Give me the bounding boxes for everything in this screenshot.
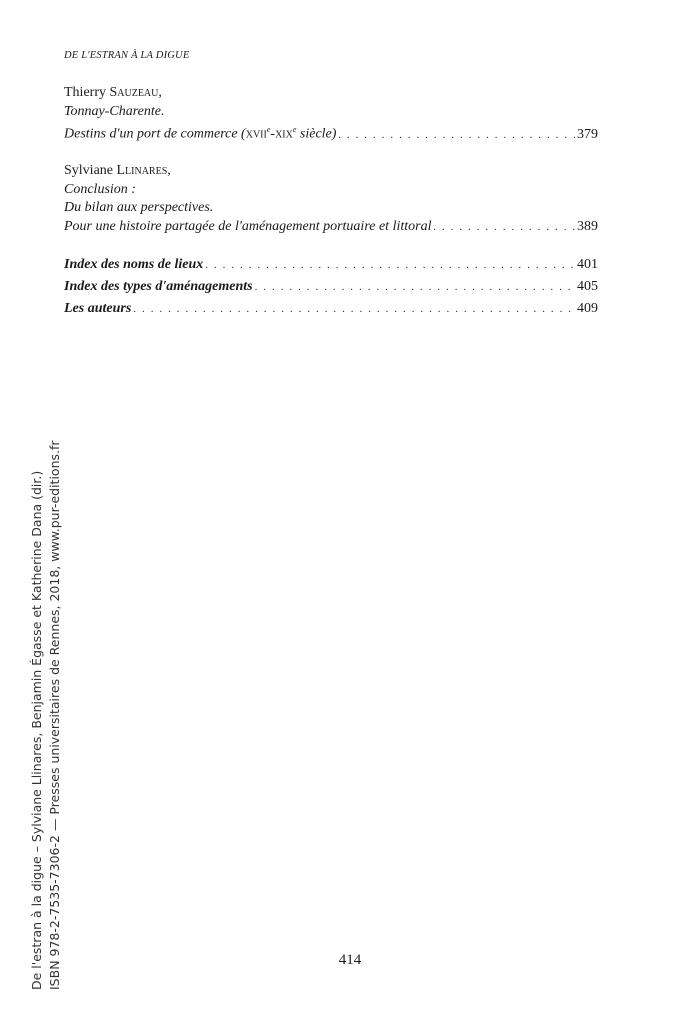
chapter-title-last-line[interactable]: Destins d'un port de commerce (xvii$^e$-xix$^e$ siècle) . . . 379: [64, 121, 598, 144]
dot-leader: [205, 254, 575, 276]
dot-leader: [433, 218, 575, 237]
chapter-title-line: Tonnay-Charente.: [64, 103, 165, 119]
table-of-contents: [64, 84, 598, 320]
page-number: 401: [577, 257, 598, 273]
author-name: Sylviane Llinares,: [64, 163, 171, 179]
chapter-title-line: Du bilan aux perspectives.: [64, 200, 214, 216]
index-entry[interactable]: Index des noms de lieux . . . 401: [64, 254, 598, 276]
index-section: [64, 254, 598, 320]
page-number: 389: [577, 218, 598, 234]
index-entry[interactable]: Index des types d'aménagements . . . 405: [64, 276, 598, 298]
chapter-title-line: Conclusion :: [64, 181, 136, 197]
toc-entry-sauzeau: [64, 84, 598, 144]
side-citation-line-2: ISBN 978-2-7535-7306-2 — Presses universitaires de Rennes, 2018, www.pur-editions.fr: [47, 440, 62, 990]
page-number: 405: [577, 279, 598, 295]
index-entry[interactable]: Les auteurs . . . 409: [64, 298, 598, 320]
side-citation-line-1: De l'estran à la digue – Sylviane Llinares, Benjamin Égasse et Katherine Dana (dir.): [29, 470, 44, 990]
running-head: DE L'ESTRAN À LA DIGUE: [64, 50, 190, 61]
page-number: 409: [577, 301, 598, 317]
dot-leader: [338, 126, 575, 145]
dot-leader: [255, 276, 575, 298]
chapter-title-last-line[interactable]: Pour une histoire partagée de l'aménagement portuaire et littoral . . . 389: [64, 218, 598, 237]
toc-entry-llinares: [64, 162, 598, 236]
dot-leader: [133, 298, 575, 320]
page-number: 379: [577, 126, 598, 142]
author-name: Thierry Sauzeau,: [64, 85, 162, 100]
page-folio: 414: [338, 952, 362, 968]
side-citation: [28, 440, 64, 990]
